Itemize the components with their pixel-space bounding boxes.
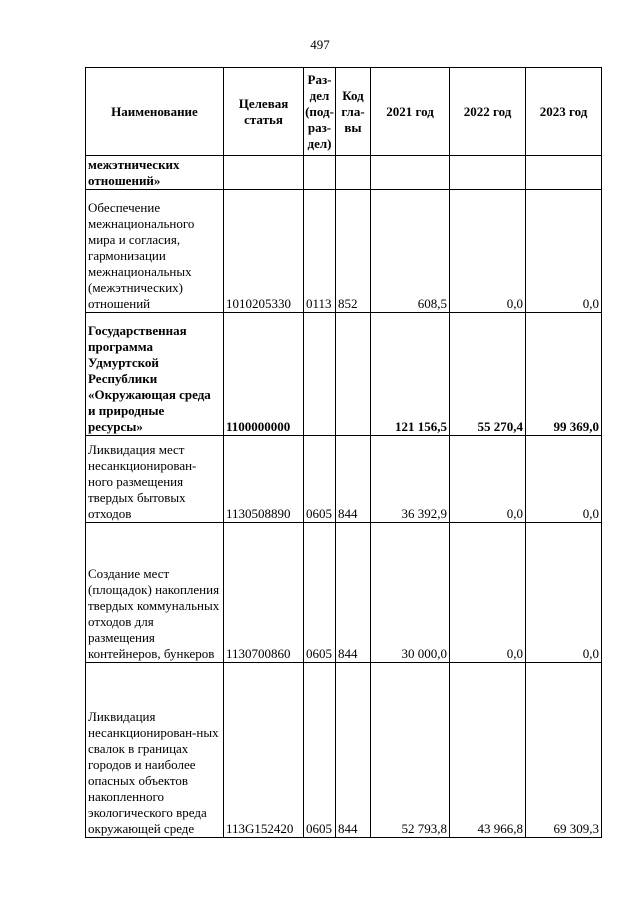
row-name: Государственная программа Удмуртской Республики «Окружающая среда и природные ресурсы» [86, 313, 224, 436]
row-target-article: 1130700860 [224, 523, 304, 663]
row-value-2023 [526, 156, 602, 190]
row-value-2022: 0,0 [450, 190, 526, 313]
row-chapter-code: 844 [336, 436, 371, 523]
row-target-article: 113G152420 [224, 663, 304, 838]
row-name: Создание мест (площадок) накопления твердых коммунальных отходов для размещения контейнеров, бункеров [86, 523, 224, 663]
row-value-2022: 43 966,8 [450, 663, 526, 838]
row-name: Ликвидация несанкционирован-ных свалок в границах городов и наиболее опасных объектов накопленного экологического вреда окружающей среде [86, 663, 224, 838]
table-row [86, 663, 602, 838]
row-value-2022 [450, 156, 526, 190]
page-number: 497 [310, 37, 330, 52]
row-value-2021: 52 793,8 [371, 663, 450, 838]
header-2022: 2022 год [450, 68, 526, 156]
row-value-2021: 30 000,0 [371, 523, 450, 663]
budget-table [85, 67, 602, 838]
row-section: 0605 [304, 523, 336, 663]
table-body [86, 156, 602, 838]
header-row [86, 68, 602, 156]
row-value-2023: 0,0 [526, 190, 602, 313]
row-value-2023: 0,0 [526, 436, 602, 523]
table-row [86, 523, 602, 663]
table-row [86, 313, 602, 436]
row-chapter-code: 844 [336, 663, 371, 838]
row-section [304, 156, 336, 190]
row-value-2022: 0,0 [450, 523, 526, 663]
row-section: 0605 [304, 436, 336, 523]
header-chapter-code: Код гла-вы [336, 68, 371, 156]
row-value-2022: 55 270,4 [450, 313, 526, 436]
row-value-2023: 99 369,0 [526, 313, 602, 436]
row-value-2021: 608,5 [371, 190, 450, 313]
row-value-2022: 0,0 [450, 436, 526, 523]
row-chapter-code [336, 156, 371, 190]
row-name: межэтнических отношений» [86, 156, 224, 190]
row-section: 0113 [304, 190, 336, 313]
row-value-2021: 121 156,5 [371, 313, 450, 436]
row-chapter-code: 852 [336, 190, 371, 313]
header-2023: 2023 год [526, 68, 602, 156]
row-name: Ликвидация мест несанкционирован-ного размещения твердых бытовых отходов [86, 436, 224, 523]
row-chapter-code [336, 313, 371, 436]
header-section: Раз-дел (под-раз-дел) [304, 68, 336, 156]
row-value-2023: 0,0 [526, 523, 602, 663]
table-row [86, 190, 602, 313]
row-value-2021: 36 392,9 [371, 436, 450, 523]
row-target-article [224, 156, 304, 190]
row-name: Обеспечение межнационального мира и согласия, гармонизации межнациональных (межэтнических) отношений [86, 190, 224, 313]
row-section [304, 313, 336, 436]
row-value-2021 [371, 156, 450, 190]
row-target-article: 1010205330 [224, 190, 304, 313]
row-value-2023: 69 309,3 [526, 663, 602, 838]
header-2021: 2021 год [371, 68, 450, 156]
row-target-article: 1100000000 [224, 313, 304, 436]
header-name: Наименование [86, 68, 224, 156]
row-section: 0605 [304, 663, 336, 838]
row-target-article: 1130508890 [224, 436, 304, 523]
table-row [86, 436, 602, 523]
header-target-article: Целевая статья [224, 68, 304, 156]
row-chapter-code: 844 [336, 523, 371, 663]
table-row [86, 156, 602, 190]
